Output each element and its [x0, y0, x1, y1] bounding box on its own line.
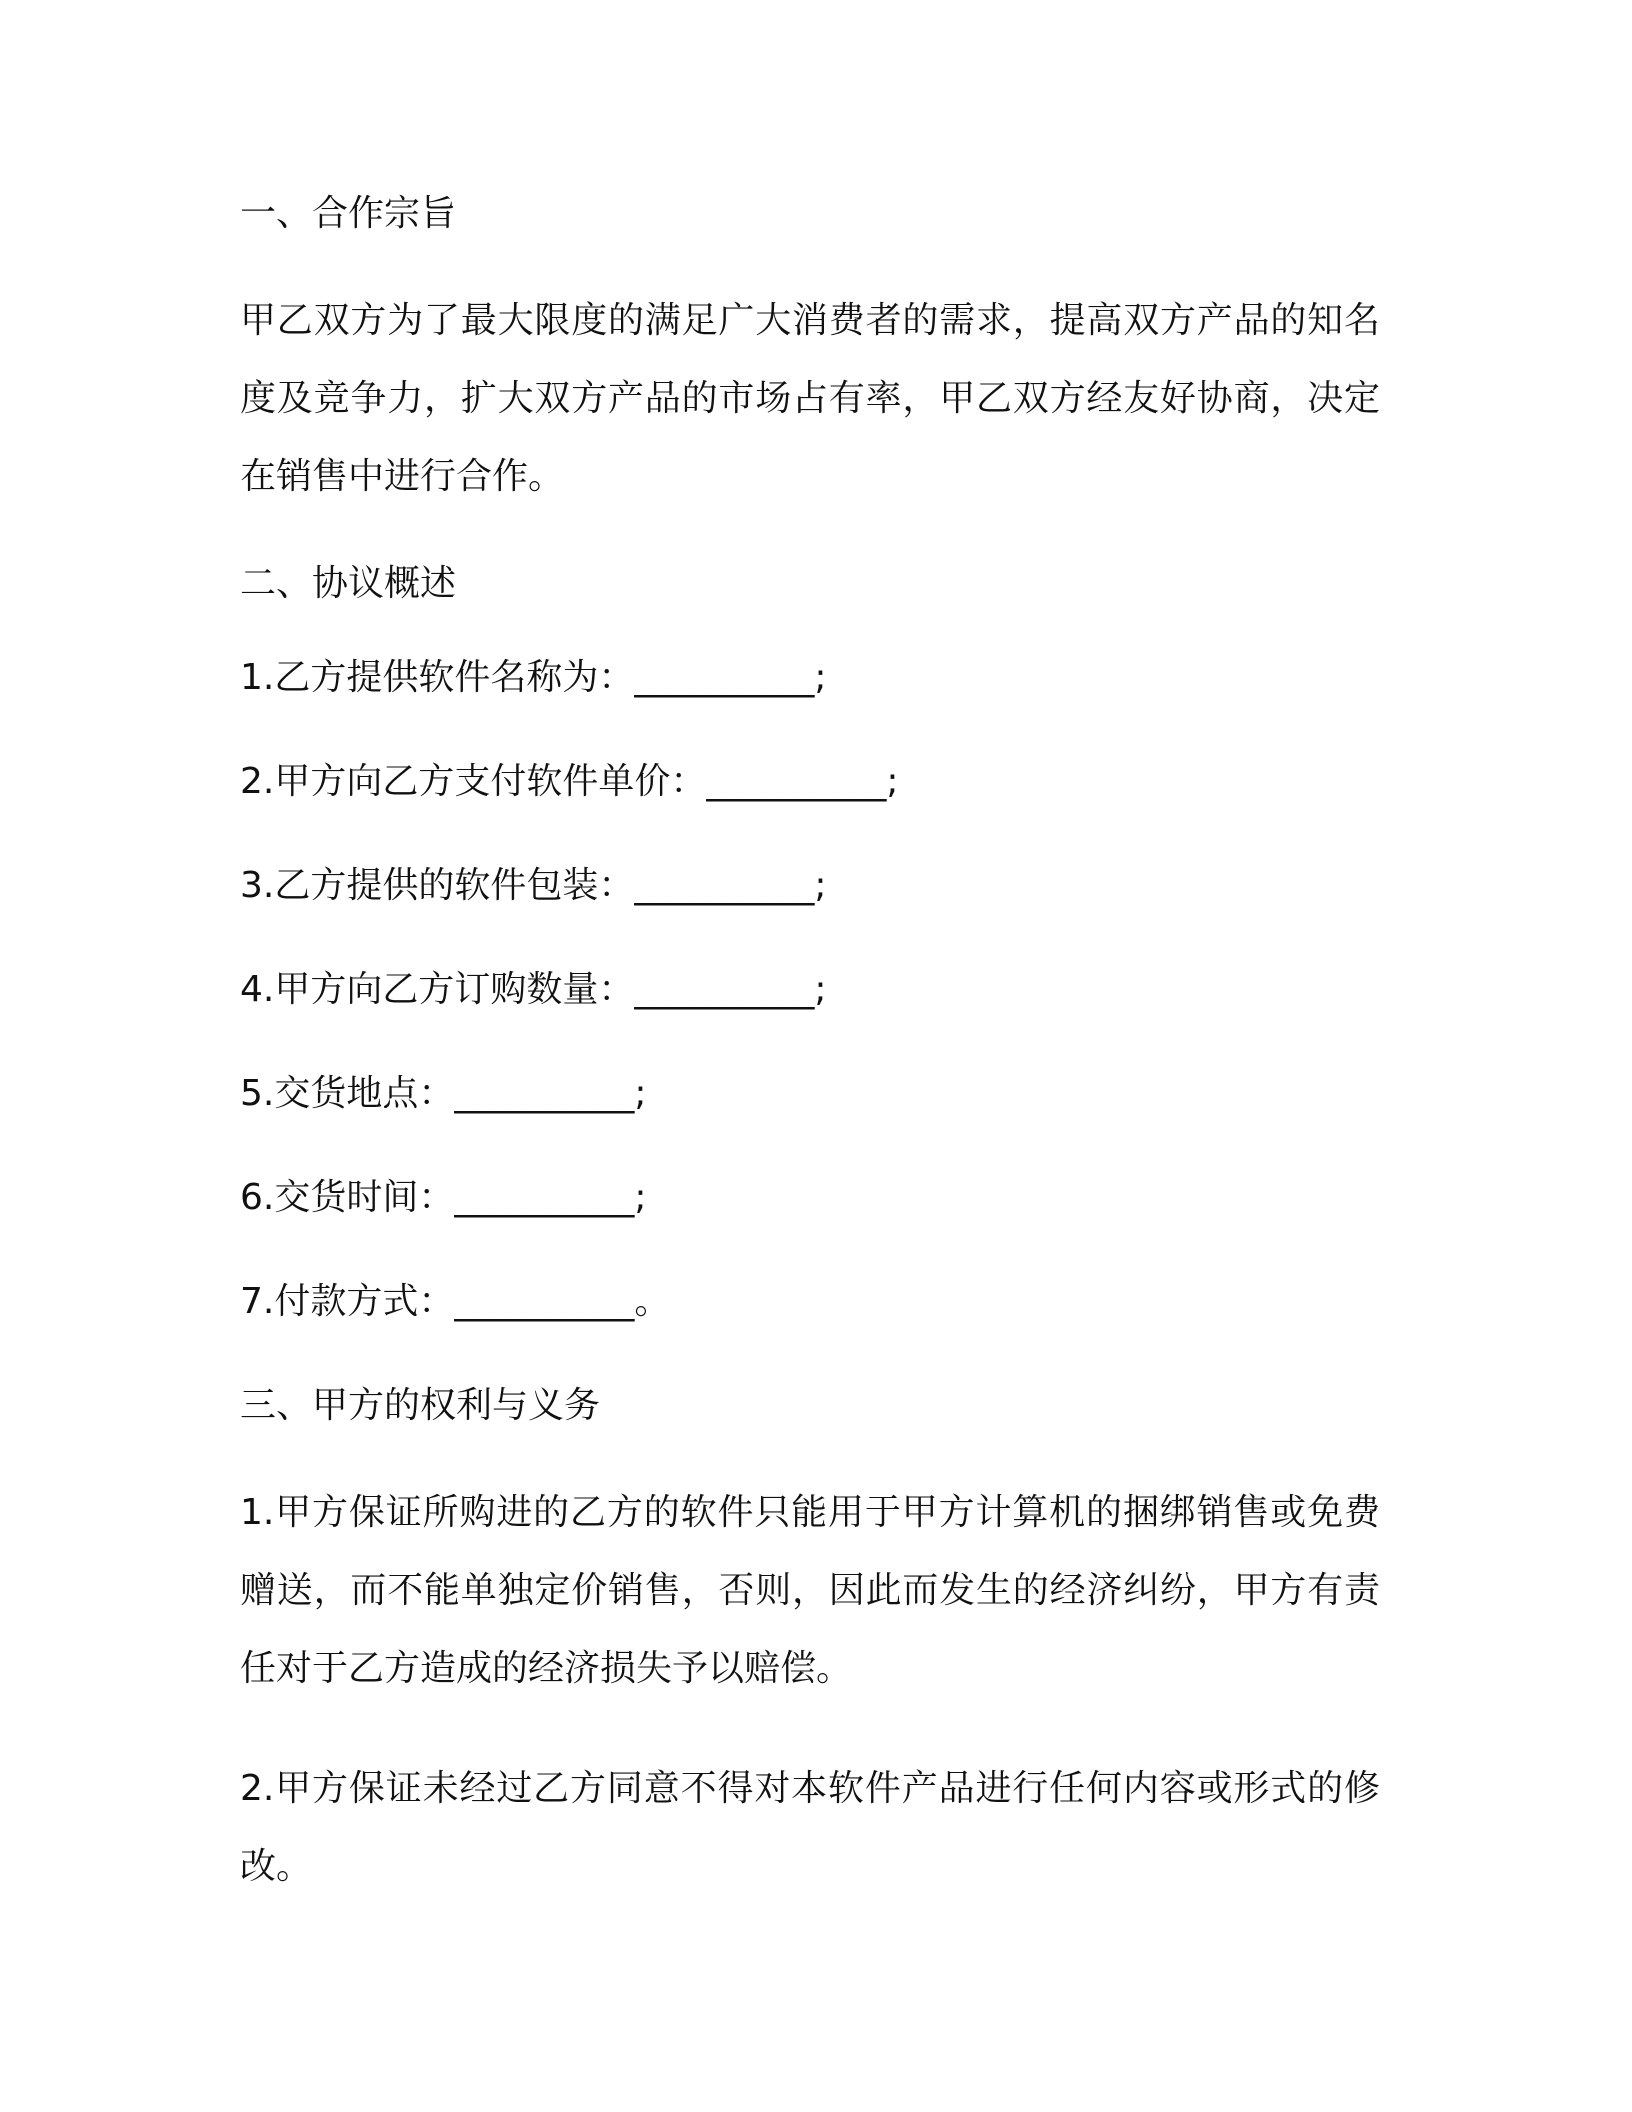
section-heading-purpose: 一、合作宗旨 — [240, 193, 457, 234]
section-heading-party-a-rights: 三、甲方的权利与义务 — [240, 1385, 601, 1426]
section-heading-overview: 二、协议概述 — [240, 563, 457, 604]
overview-item-software-name: 1.乙方提供软件名称为：__________; — [240, 657, 827, 698]
document-body — [240, 188, 1380, 1948]
overview-item-quantity: 4.甲方向乙方订购数量：__________; — [240, 969, 827, 1010]
party-a-clause-1: 1.甲方保证所购进的乙方的软件只能用于甲方计算机的捆绑销售或免费赠送，而不能单独定价销售，否则，因此而发生的经济纠纷，甲方有责任对于乙方造成的经济损失予以赔偿。 — [240, 1492, 1380, 1689]
overview-item-packaging: 3.乙方提供的软件包装：__________; — [240, 865, 827, 906]
overview-item-unit-price: 2.甲方向乙方支付软件单价：__________; — [240, 761, 899, 802]
overview-item-delivery-time: 6.交货时间：__________; — [240, 1177, 647, 1218]
party-a-clause-2: 2.甲方保证未经过乙方同意不得对本软件产品进行任何内容或形式的修改。 — [240, 1768, 1380, 1887]
purpose-paragraph: 甲乙双方为了最大限度的满足广大消费者的需求，提高双方产品的知名度及竞争力，扩大双方产品的市场占有率，甲乙双方经友好协商，决定在销售中进行合作。 — [240, 300, 1380, 497]
overview-item-delivery-place: 5.交货地点：__________; — [240, 1073, 647, 1114]
overview-item-payment-method: 7.付款方式：__________。 — [240, 1281, 671, 1322]
